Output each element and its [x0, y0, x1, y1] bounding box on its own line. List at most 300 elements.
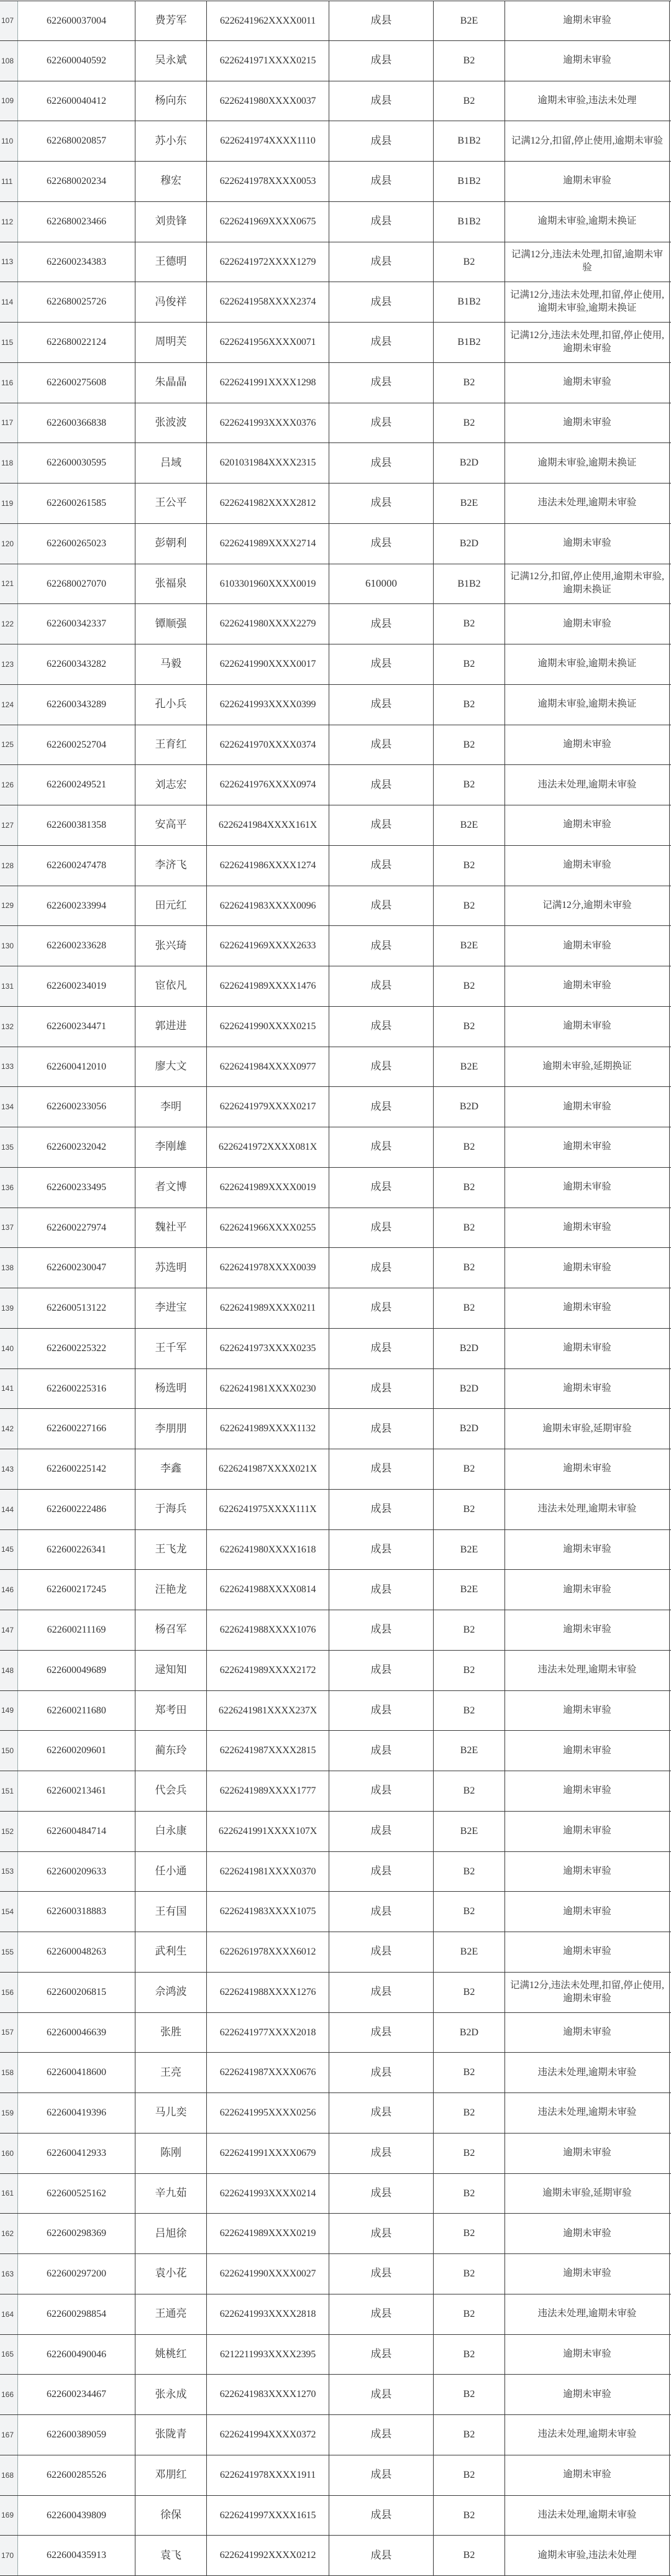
file-number-cell: 622600343282 — [18, 644, 135, 684]
status-cell: 逾期未审验 — [505, 2134, 670, 2173]
row-number[interactable]: 131 — [0, 966, 18, 1006]
id-number-cell: 6226241976XXXX0974 — [207, 765, 329, 805]
status-cell: 违法未处理,逾期未审验 — [505, 484, 670, 523]
name-cell: 镡顺强 — [135, 604, 207, 644]
id-number-cell: 6226241988XXXX1076 — [207, 1610, 329, 1650]
table-row — [0, 1490, 671, 1530]
file-number-cell: 622600225316 — [18, 1369, 135, 1409]
area-cell: 成县 — [329, 1651, 434, 1690]
id-number-cell: 6226241970XXXX0374 — [207, 725, 329, 765]
id-number-cell: 6226241962XXXX0011 — [207, 1, 329, 40]
area-cell: 成县 — [329, 604, 434, 644]
id-number-cell: 6226241980XXXX0037 — [207, 81, 329, 121]
area-cell: 成县 — [329, 2455, 434, 2495]
area-cell: 成县 — [329, 2335, 434, 2375]
license-class-cell: B1B2 — [434, 282, 505, 322]
status-cell: 记满12分,违法未处理,扣留,停止使用,逾期未审验 — [505, 323, 670, 362]
license-class-cell: B2 — [434, 41, 505, 81]
license-class-cell: B2 — [434, 685, 505, 725]
area-cell: 成县 — [329, 1932, 434, 1972]
status-cell: 逾期未审验 — [505, 966, 670, 1006]
row-number[interactable]: 160 — [0, 2134, 18, 2173]
table-row — [0, 1610, 671, 1651]
row-number[interactable]: 147 — [0, 1610, 18, 1650]
file-number-cell: 622600285526 — [18, 2455, 135, 2495]
license-class-cell: B2 — [434, 1449, 505, 1489]
file-number-cell: 622600046639 — [18, 2013, 135, 2053]
file-number-cell: 622600230047 — [18, 1248, 135, 1288]
table-row — [0, 886, 671, 927]
table-row — [0, 1007, 671, 1047]
row-number[interactable]: 157 — [0, 2013, 18, 2053]
row-number[interactable]: 142 — [0, 1409, 18, 1449]
status-cell: 记满12分,违法未处理,扣留,停止使用,逾期未审验,逾期未换证 — [505, 282, 670, 322]
row-number[interactable]: 107 — [0, 1, 18, 40]
row-number[interactable]: 108 — [0, 41, 18, 81]
area-cell: 成县 — [329, 242, 434, 282]
row-number[interactable]: 116 — [0, 363, 18, 403]
id-number-cell: 6226241994XXXX0372 — [207, 2415, 329, 2455]
table-row — [0, 604, 671, 644]
area-cell: 成县 — [329, 202, 434, 242]
row-number[interactable]: 134 — [0, 1087, 18, 1127]
table-row — [0, 1329, 671, 1369]
file-number-cell: 622600030595 — [18, 443, 135, 483]
id-number-cell: 6226241988XXXX1276 — [207, 1973, 329, 2012]
name-cell: 李明 — [135, 1087, 207, 1127]
file-number-cell: 622600419396 — [18, 2093, 135, 2133]
license-class-cell: B2E — [434, 1932, 505, 1972]
name-cell: 张陇青 — [135, 2415, 207, 2455]
row-number[interactable]: 140 — [0, 1329, 18, 1368]
status-cell: 逾期未审验 — [505, 604, 670, 644]
file-number-cell: 622600233628 — [18, 926, 135, 966]
file-number-cell: 622600412933 — [18, 2134, 135, 2173]
row-number[interactable]: 118 — [0, 443, 18, 483]
name-cell: 费芳军 — [135, 1, 207, 40]
row-number[interactable]: 150 — [0, 1731, 18, 1771]
status-cell: 记满12分,违法未处理,扣留,停止使用,逾期未审验 — [505, 1973, 670, 2012]
file-number-cell: 622600435913 — [18, 2536, 135, 2575]
id-number-cell: 6226241975XXXX111X — [207, 1490, 329, 1529]
status-cell: 逾期未审验,逾期未换证 — [505, 685, 670, 725]
row-number[interactable]: 148 — [0, 1651, 18, 1690]
status-cell: 逾期未审验 — [505, 2254, 670, 2294]
id-number-cell: 6226241956XXXX0071 — [207, 323, 329, 362]
status-cell: 逾期未审验 — [505, 846, 670, 886]
row-number[interactable]: 113 — [0, 242, 18, 282]
id-number-cell: 6226241989XXXX0219 — [207, 2214, 329, 2253]
license-class-cell: B2 — [434, 2536, 505, 2575]
license-class-cell: B2 — [434, 2174, 505, 2214]
row-number[interactable]: 123 — [0, 644, 18, 684]
file-number-cell: 622600227166 — [18, 1409, 135, 1449]
table-row — [0, 1651, 671, 1691]
id-number-cell: 6226241979XXXX0217 — [207, 1087, 329, 1127]
id-number-cell: 6226241990XXXX0215 — [207, 1007, 329, 1047]
table-row — [0, 1208, 671, 1249]
name-cell: 穆宏 — [135, 162, 207, 201]
name-cell: 马毅 — [135, 644, 207, 684]
area-cell: 成县 — [329, 765, 434, 805]
id-number-cell: 6226241983XXXX0096 — [207, 886, 329, 926]
row-number[interactable]: 119 — [0, 484, 18, 523]
license-class-cell: B2E — [434, 1530, 505, 1570]
id-number-cell: 6226241993XXXX0399 — [207, 685, 329, 725]
area-cell: 成县 — [329, 1007, 434, 1047]
license-class-cell: B2 — [434, 1651, 505, 1690]
row-number[interactable]: 156 — [0, 1973, 18, 2012]
id-number-cell: 6103301960XXXX0019 — [207, 564, 329, 604]
row-number[interactable]: 144 — [0, 1490, 18, 1529]
row-number[interactable]: 125 — [0, 725, 18, 765]
name-cell: 张胜 — [135, 2013, 207, 2053]
table-row — [0, 323, 671, 363]
area-cell: 成县 — [329, 81, 434, 121]
row-number[interactable]: 169 — [0, 2496, 18, 2536]
id-number-cell: 6226241980XXXX2279 — [207, 604, 329, 644]
table-row — [0, 725, 671, 766]
license-class-cell: B1B2 — [434, 564, 505, 604]
id-number-cell: 6226241997XXXX1615 — [207, 2496, 329, 2536]
name-cell: 李鑫 — [135, 1449, 207, 1489]
id-number-cell: 6201031984XXXX2315 — [207, 443, 329, 483]
table-row — [0, 2134, 671, 2174]
area-cell: 成县 — [329, 2294, 434, 2334]
area-cell: 610000 — [329, 564, 434, 604]
id-number-cell: 6226241987XXXX2815 — [207, 1731, 329, 1771]
table-row — [0, 2455, 671, 2496]
table-row — [0, 1812, 671, 1852]
name-cell: 陈刚 — [135, 2134, 207, 2173]
table-row — [0, 644, 671, 685]
row-number[interactable]: 109 — [0, 81, 18, 121]
file-number-cell: 622680023466 — [18, 202, 135, 242]
id-number-cell: 6226241986XXXX1274 — [207, 846, 329, 886]
area-cell: 成县 — [329, 1208, 434, 1248]
name-cell: 魏社平 — [135, 1208, 207, 1248]
driver-license-table — [0, 1, 671, 2576]
file-number-cell: 622600209633 — [18, 1852, 135, 1892]
row-number[interactable]: 164 — [0, 2294, 18, 2334]
file-number-cell: 622600232042 — [18, 1127, 135, 1167]
row-number[interactable]: 137 — [0, 1208, 18, 1248]
area-cell: 成县 — [329, 2536, 434, 2575]
license-class-cell: B2 — [434, 2053, 505, 2092]
table-row — [0, 805, 671, 846]
row-number[interactable]: 129 — [0, 886, 18, 926]
file-number-cell: 622600297200 — [18, 2254, 135, 2294]
license-class-cell: B2 — [434, 2335, 505, 2375]
area-cell: 成县 — [329, 886, 434, 926]
file-number-cell: 622600275608 — [18, 363, 135, 403]
file-number-cell: 622600233994 — [18, 886, 135, 926]
table-row — [0, 966, 671, 1007]
file-number-cell: 622600233056 — [18, 1087, 135, 1127]
file-number-cell: 622680027070 — [18, 564, 135, 604]
table-row — [0, 1047, 671, 1088]
area-cell: 成县 — [329, 1490, 434, 1529]
row-number[interactable]: 154 — [0, 1892, 18, 1932]
license-class-cell: B2 — [434, 2214, 505, 2253]
license-class-cell: B2 — [434, 1852, 505, 1892]
name-cell: 张兴琦 — [135, 926, 207, 966]
license-class-cell: B2 — [434, 1771, 505, 1811]
table-row — [0, 1691, 671, 1731]
file-number-cell: 622600234019 — [18, 966, 135, 1006]
table-row — [0, 1771, 671, 1812]
file-number-cell: 622600247478 — [18, 846, 135, 886]
id-number-cell: 6226241973XXXX0235 — [207, 1329, 329, 1368]
license-class-cell: B2 — [434, 242, 505, 282]
id-number-cell: 6226241984XXXX0977 — [207, 1047, 329, 1087]
table-row — [0, 685, 671, 725]
row-number[interactable]: 122 — [0, 604, 18, 644]
table-row — [0, 363, 671, 403]
table-row — [0, 403, 671, 444]
license-class-cell: B2 — [434, 644, 505, 684]
name-cell: 王飞龙 — [135, 1530, 207, 1570]
table-row — [0, 2013, 671, 2053]
row-number[interactable]: 145 — [0, 1530, 18, 1570]
status-cell: 违法未处理,逾期未审验 — [505, 1651, 670, 1690]
area-cell: 成县 — [329, 1731, 434, 1771]
area-cell: 成县 — [329, 1610, 434, 1650]
status-cell: 逾期未审验 — [505, 1691, 670, 1731]
row-number[interactable]: 162 — [0, 2214, 18, 2253]
row-number[interactable]: 155 — [0, 1932, 18, 1972]
row-number[interactable]: 117 — [0, 403, 18, 443]
license-class-cell: B2 — [434, 886, 505, 926]
table-row — [0, 1127, 671, 1168]
table-row — [0, 41, 671, 81]
license-class-cell: B2 — [434, 1127, 505, 1167]
table-row — [0, 1087, 671, 1127]
row-number[interactable]: 152 — [0, 1812, 18, 1851]
status-cell: 逾期未审验,延期换证 — [505, 1047, 670, 1087]
status-cell: 逾期未审验 — [505, 1288, 670, 1328]
name-cell: 邓朋红 — [135, 2455, 207, 2495]
status-cell: 逾期未审验,延期审验 — [505, 1409, 670, 1449]
name-cell: 袁小花 — [135, 2254, 207, 2294]
row-number[interactable]: 128 — [0, 846, 18, 886]
status-cell: 逾期未审验 — [505, 1127, 670, 1167]
row-number[interactable]: 143 — [0, 1449, 18, 1489]
id-number-cell: 6226241990XXXX0027 — [207, 2254, 329, 2294]
name-cell: 者文博 — [135, 1168, 207, 1208]
row-number[interactable]: 112 — [0, 202, 18, 242]
row-number[interactable]: 165 — [0, 2335, 18, 2375]
row-number[interactable]: 166 — [0, 2375, 18, 2414]
status-cell: 逾期未审验 — [505, 1168, 670, 1208]
id-number-cell: 6226241987XXXX021X — [207, 1449, 329, 1489]
id-number-cell: 6226241981XXXX237X — [207, 1691, 329, 1731]
table-row — [0, 1369, 671, 1409]
file-number-cell: 622600418600 — [18, 2053, 135, 2092]
status-cell: 逾期未审验 — [505, 403, 670, 443]
area-cell: 成县 — [329, 685, 434, 725]
area-cell: 成县 — [329, 2214, 434, 2253]
status-cell: 逾期未审验 — [505, 2335, 670, 2375]
name-cell: 张福泉 — [135, 564, 207, 604]
status-cell: 违法未处理,逾期未审验 — [505, 2093, 670, 2133]
row-number[interactable]: 110 — [0, 121, 18, 161]
license-class-cell: B2E — [434, 926, 505, 966]
row-number[interactable]: 136 — [0, 1168, 18, 1208]
row-number[interactable]: 111 — [0, 162, 18, 201]
status-cell: 逾期未审验 — [505, 1248, 670, 1288]
name-cell: 辛九茹 — [135, 2174, 207, 2214]
name-cell: 苏选明 — [135, 1248, 207, 1288]
file-number-cell: 622600233495 — [18, 1168, 135, 1208]
row-number[interactable]: 133 — [0, 1047, 18, 1087]
area-cell: 成县 — [329, 484, 434, 523]
row-number[interactable]: 121 — [0, 564, 18, 604]
name-cell: 周明芙 — [135, 323, 207, 362]
row-number[interactable]: 139 — [0, 1288, 18, 1328]
file-number-cell: 622600342337 — [18, 604, 135, 644]
name-cell: 廖大文 — [135, 1047, 207, 1087]
file-number-cell: 622600222486 — [18, 1490, 135, 1529]
area-cell: 成县 — [329, 2053, 434, 2092]
name-cell: 佘鸿波 — [135, 1973, 207, 2012]
file-number-cell: 622680022124 — [18, 323, 135, 362]
area-cell: 成县 — [329, 2134, 434, 2173]
status-cell: 逾期未审验 — [505, 1771, 670, 1811]
license-class-cell: B2E — [434, 484, 505, 523]
file-number-cell: 622600298854 — [18, 2294, 135, 2334]
license-class-cell: B2 — [434, 81, 505, 121]
row-number[interactable]: 138 — [0, 1248, 18, 1288]
area-cell: 成县 — [329, 162, 434, 201]
table-row — [0, 1449, 671, 1490]
license-class-cell: B2D — [434, 443, 505, 483]
file-number-cell: 622600213461 — [18, 1771, 135, 1811]
table-row — [0, 1570, 671, 1610]
area-cell: 成县 — [329, 1691, 434, 1731]
area-cell: 成县 — [329, 1288, 434, 1328]
area-cell: 成县 — [329, 1, 434, 40]
row-number[interactable]: 141 — [0, 1369, 18, 1409]
area-cell: 成县 — [329, 1409, 434, 1449]
row-number[interactable]: 161 — [0, 2174, 18, 2214]
id-number-cell: 6226241992XXXX0212 — [207, 2536, 329, 2575]
license-class-cell: B2E — [434, 1, 505, 40]
row-number[interactable]: 146 — [0, 1570, 18, 1610]
license-class-cell: B2E — [434, 1047, 505, 1087]
status-cell: 逾期未审验 — [505, 363, 670, 403]
license-class-cell: B2 — [434, 966, 505, 1006]
table-row — [0, 524, 671, 564]
license-class-cell: B2 — [434, 604, 505, 644]
id-number-cell: 6226241983XXXX1075 — [207, 1892, 329, 1932]
table-row — [0, 484, 671, 524]
row-number[interactable]: 114 — [0, 282, 18, 322]
file-number-cell: 622600252704 — [18, 725, 135, 765]
id-number-cell: 6226241971XXXX0215 — [207, 41, 329, 81]
id-number-cell: 6226241958XXXX2374 — [207, 282, 329, 322]
area-cell: 成县 — [329, 1892, 434, 1932]
license-class-cell: B2 — [434, 1610, 505, 1650]
area-cell: 成县 — [329, 1771, 434, 1811]
name-cell: 蔺东玲 — [135, 1731, 207, 1771]
status-cell: 违法未处理,逾期未审验 — [505, 2496, 670, 2536]
license-class-cell: B1B2 — [434, 202, 505, 242]
area-cell: 成县 — [329, 1812, 434, 1851]
file-number-cell: 622600343289 — [18, 685, 135, 725]
row-number[interactable]: 132 — [0, 1007, 18, 1047]
id-number-cell: 6226241981XXXX0370 — [207, 1852, 329, 1892]
row-number[interactable]: 149 — [0, 1691, 18, 1731]
file-number-cell: 622600209601 — [18, 1731, 135, 1771]
license-class-cell: B2D — [434, 1369, 505, 1409]
file-number-cell: 622600048263 — [18, 1932, 135, 1972]
id-number-cell: 6226241993XXXX0214 — [207, 2174, 329, 2214]
table-row — [0, 926, 671, 966]
license-class-cell: B2 — [434, 2254, 505, 2294]
name-cell: 王亮 — [135, 2053, 207, 2092]
status-cell: 逾期未审验 — [505, 1852, 670, 1892]
table-row — [0, 1731, 671, 1771]
row-number[interactable]: 127 — [0, 805, 18, 845]
license-class-cell: B1B2 — [434, 323, 505, 362]
file-number-cell: 622600318883 — [18, 1892, 135, 1932]
file-number-cell: 622600225142 — [18, 1449, 135, 1489]
row-number[interactable]: 153 — [0, 1852, 18, 1892]
license-class-cell: B2 — [434, 2455, 505, 2495]
row-number[interactable]: 115 — [0, 323, 18, 362]
name-cell: 汪艳龙 — [135, 1570, 207, 1610]
row-number[interactable]: 120 — [0, 524, 18, 564]
row-number[interactable]: 159 — [0, 2093, 18, 2133]
row-number[interactable]: 135 — [0, 1127, 18, 1167]
id-number-cell: 6226241993XXXX0376 — [207, 403, 329, 443]
table-row — [0, 443, 671, 484]
status-cell: 违法未处理,逾期未审验 — [505, 1490, 670, 1529]
status-cell: 逾期未审验 — [505, 2214, 670, 2253]
status-cell: 记满12分,逾期未审验 — [505, 886, 670, 926]
status-cell: 违法未处理,逾期未审验 — [505, 2053, 670, 2092]
row-number[interactable]: 158 — [0, 2053, 18, 2092]
area-cell: 成县 — [329, 323, 434, 362]
license-class-cell: B2E — [434, 1731, 505, 1771]
row-number[interactable]: 126 — [0, 765, 18, 805]
row-number[interactable]: 130 — [0, 926, 18, 966]
status-cell: 逾期未审验,违法未处理 — [505, 2536, 670, 2575]
license-class-cell: B2E — [434, 1812, 505, 1851]
area-cell: 成县 — [329, 1047, 434, 1087]
status-cell: 逾期未审验 — [505, 1731, 670, 1771]
status-cell: 逾期未审验 — [505, 805, 670, 845]
status-cell: 逾期未审验 — [505, 2455, 670, 2495]
id-number-cell: 6226241991XXXX1298 — [207, 363, 329, 403]
name-cell: 王育红 — [135, 725, 207, 765]
row-number[interactable]: 168 — [0, 2455, 18, 2495]
name-cell: 吴永斌 — [135, 41, 207, 81]
file-number-cell: 622680020234 — [18, 162, 135, 201]
row-number[interactable]: 170 — [0, 2536, 18, 2575]
id-number-cell: 6226241978XXXX0053 — [207, 162, 329, 201]
name-cell: 徐保 — [135, 2496, 207, 2536]
row-number[interactable]: 163 — [0, 2254, 18, 2294]
row-number[interactable]: 151 — [0, 1771, 18, 1811]
status-cell: 记满12分,违法未处理,扣留,逾期未审验 — [505, 242, 670, 282]
row-number[interactable]: 124 — [0, 685, 18, 725]
name-cell: 冯俊祥 — [135, 282, 207, 322]
row-number[interactable]: 167 — [0, 2415, 18, 2455]
id-number-cell: 6226241995XXXX0256 — [207, 2093, 329, 2133]
file-number-cell: 622600298369 — [18, 2214, 135, 2253]
